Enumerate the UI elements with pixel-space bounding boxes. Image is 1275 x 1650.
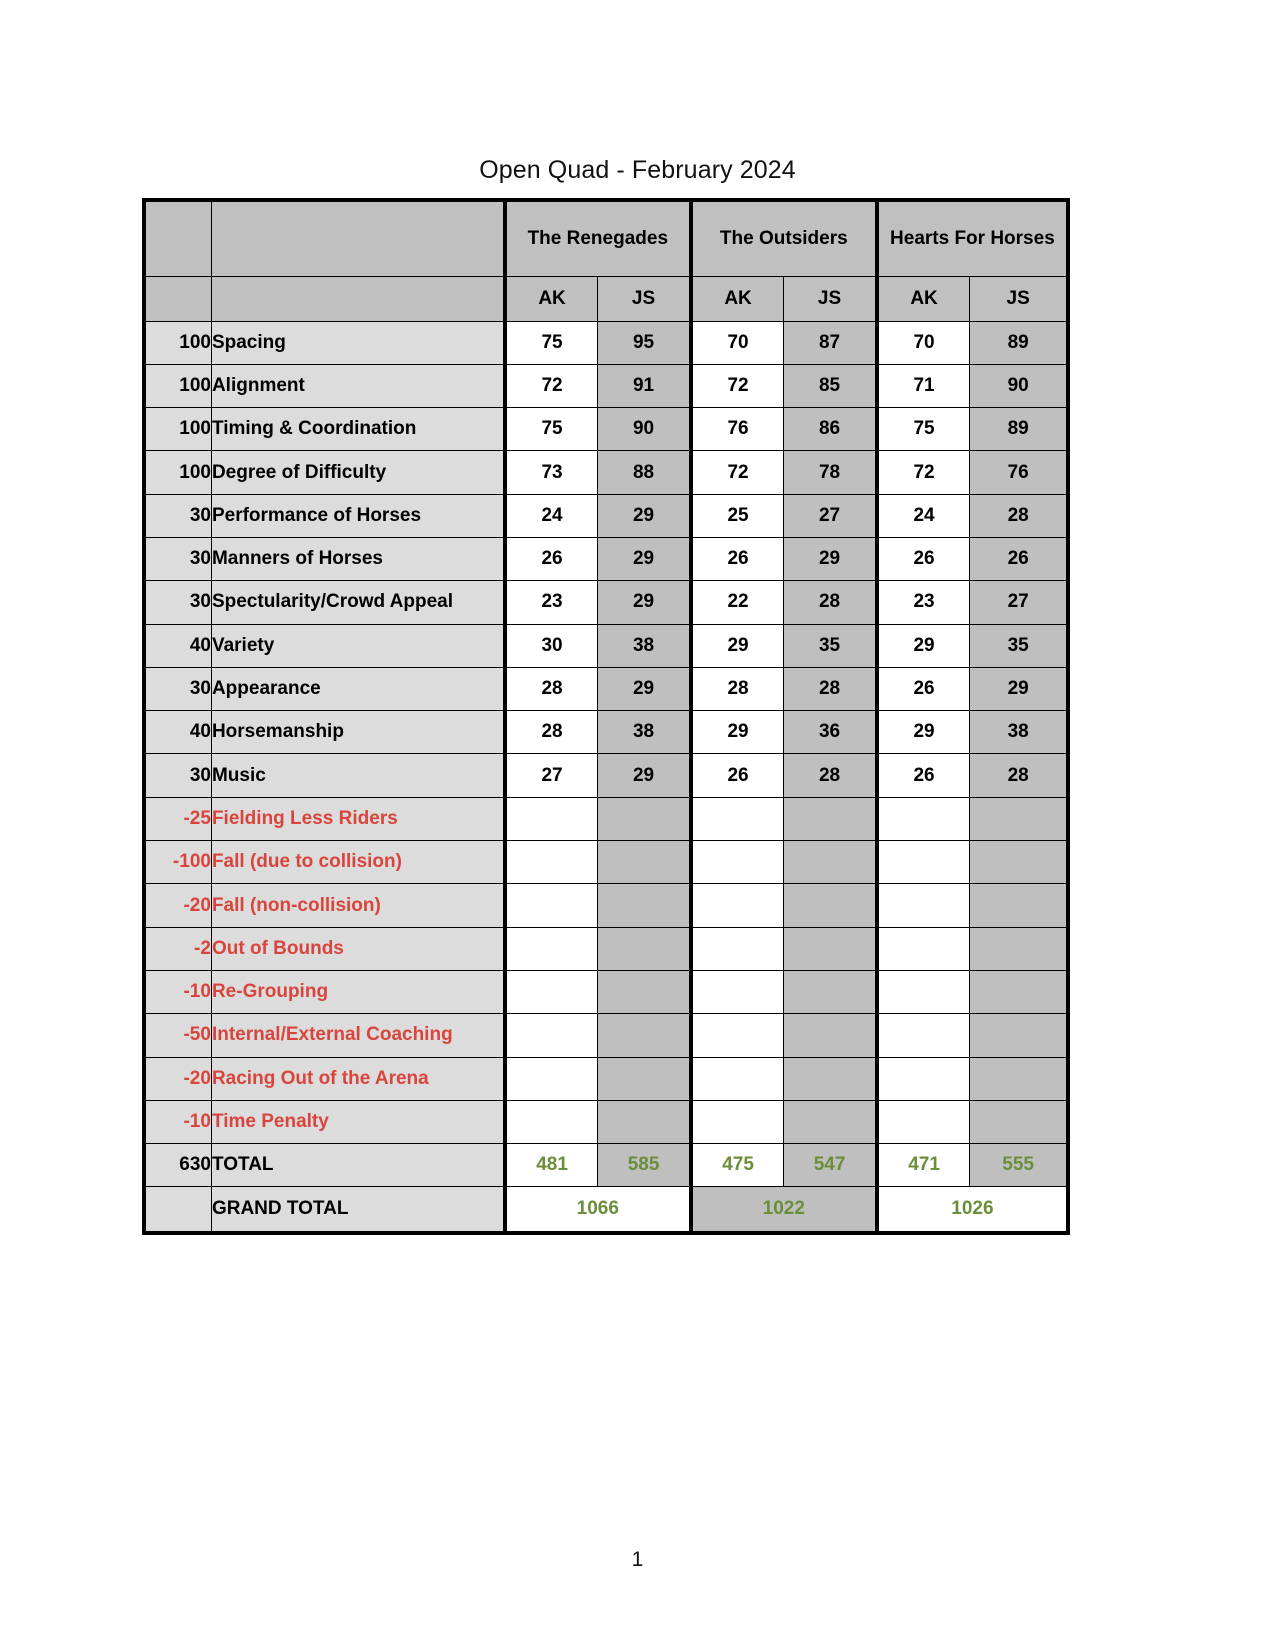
row-points-12: -25 [144, 797, 211, 840]
score-cell-r10-c5[interactable]: 29 [877, 711, 970, 754]
row-criterion-19: Time Penalty [211, 1100, 504, 1143]
row-points-9: 30 [144, 667, 211, 710]
table-row [144, 624, 1068, 667]
judge-header-2: JS [598, 276, 691, 321]
grand-total-label: GRAND TOTAL [211, 1187, 504, 1233]
score-cell-r6-c3[interactable]: 26 [691, 537, 784, 580]
score-cell-r11-c3[interactable]: 26 [691, 754, 784, 797]
score-cell-r7-c1[interactable]: 23 [505, 581, 598, 624]
score-cell-r14-c6[interactable] [970, 884, 1068, 927]
table-row [144, 581, 1068, 624]
total-score-4: 547 [784, 1144, 877, 1187]
row-points-2: 100 [144, 364, 211, 407]
header-row-judges [144, 276, 1068, 321]
row-criterion-1: Spacing [211, 321, 504, 364]
row-criterion-3: Timing & Coordination [211, 408, 504, 451]
row-criterion-8: Variety [211, 624, 504, 667]
score-cell-r6-c2[interactable]: 29 [598, 537, 691, 580]
total-score-3: 475 [691, 1144, 784, 1187]
score-cell-r3-c1[interactable]: 75 [505, 408, 598, 451]
score-cell-r10-c4[interactable]: 36 [784, 711, 877, 754]
row-points-13: -100 [144, 841, 211, 884]
score-cell-r13-c5[interactable] [877, 841, 970, 884]
score-cell-r17-c2[interactable] [598, 1014, 691, 1057]
table-row [144, 364, 1068, 407]
score-cell-r19-c3[interactable] [691, 1100, 784, 1143]
score-cell-r9-c1[interactable]: 28 [505, 667, 598, 710]
table-row [144, 1057, 1068, 1100]
score-cell-r14-c3[interactable] [691, 884, 784, 927]
score-cell-r11-c5[interactable]: 26 [877, 754, 970, 797]
row-points-8: 40 [144, 624, 211, 667]
score-cell-r13-c2[interactable] [598, 841, 691, 884]
score-cell-r11-c6[interactable]: 28 [970, 754, 1068, 797]
team-header-3: Hearts For Horses [877, 200, 1068, 276]
score-cell-r12-c2[interactable] [598, 797, 691, 840]
row-criterion-9: Appearance [211, 667, 504, 710]
score-cell-r4-c6[interactable]: 76 [970, 451, 1068, 494]
score-cell-r16-c5[interactable] [877, 970, 970, 1013]
score-cell-r16-c3[interactable] [691, 970, 784, 1013]
score-cell-r14-c5[interactable] [877, 884, 970, 927]
row-points-17: -50 [144, 1014, 211, 1057]
page-number: 1 [631, 1548, 644, 1571]
score-cell-r10-c6[interactable]: 38 [970, 711, 1068, 754]
row-points-4: 100 [144, 451, 211, 494]
score-cell-r12-c5[interactable] [877, 797, 970, 840]
row-points-18: -20 [144, 1057, 211, 1100]
header-points-corner [144, 200, 211, 276]
score-cell-r19-c6[interactable] [970, 1100, 1068, 1143]
row-points-10: 40 [144, 711, 211, 754]
score-cell-r15-c3[interactable] [691, 927, 784, 970]
score-cell-r1-c3[interactable]: 70 [691, 321, 784, 364]
table-row [144, 884, 1068, 927]
score-cell-r18-c1[interactable] [505, 1057, 598, 1100]
row-criterion-2: Alignment [211, 364, 504, 407]
score-cell-r16-c6[interactable] [970, 970, 1068, 1013]
score-cell-r3-c5[interactable]: 75 [877, 408, 970, 451]
score-cell-r7-c4[interactable]: 28 [784, 581, 877, 624]
row-criterion-13: Fall (due to collision) [211, 841, 504, 884]
row-points-5: 30 [144, 494, 211, 537]
row-points-19: -10 [144, 1100, 211, 1143]
score-cell-r7-c6[interactable]: 27 [970, 581, 1068, 624]
row-points-6: 30 [144, 537, 211, 580]
score-cell-r3-c4[interactable]: 86 [784, 408, 877, 451]
score-cell-r10-c1[interactable]: 28 [505, 711, 598, 754]
score-cell-r8-c3[interactable]: 29 [691, 624, 784, 667]
score-cell-r4-c3[interactable]: 72 [691, 451, 784, 494]
header-row-teams [144, 200, 1068, 276]
table-row [144, 711, 1068, 754]
score-cell-r1-c5[interactable]: 70 [877, 321, 970, 364]
score-cell-r13-c4[interactable] [784, 841, 877, 884]
total-label: TOTAL [211, 1144, 504, 1187]
total-score-2: 585 [598, 1144, 691, 1187]
score-cell-r15-c5[interactable] [877, 927, 970, 970]
score-cell-r18-c2[interactable] [598, 1057, 691, 1100]
score-cell-r15-c2[interactable] [598, 927, 691, 970]
table-row [144, 754, 1068, 797]
team-header-1: The Renegades [505, 200, 691, 276]
score-cell-r15-c1[interactable] [505, 927, 598, 970]
score-cell-r6-c4[interactable]: 29 [784, 537, 877, 580]
header-points-blank [144, 276, 211, 321]
judge-header-3: AK [691, 276, 784, 321]
score-cell-r18-c3[interactable] [691, 1057, 784, 1100]
row-criterion-14: Fall (non-collision) [211, 884, 504, 927]
score-cell-r6-c6[interactable]: 26 [970, 537, 1068, 580]
table-row [144, 1014, 1068, 1057]
row-points-14: -20 [144, 884, 211, 927]
judge-header-6: JS [970, 276, 1068, 321]
score-cell-r8-c4[interactable]: 35 [784, 624, 877, 667]
score-cell-r2-c1[interactable]: 72 [505, 364, 598, 407]
total-points: 630 [144, 1144, 211, 1187]
score-cell-r11-c1[interactable]: 27 [505, 754, 598, 797]
score-cell-r19-c2[interactable] [598, 1100, 691, 1143]
table-row [144, 321, 1068, 364]
score-cell-r3-c2[interactable]: 90 [598, 408, 691, 451]
table-row [144, 537, 1068, 580]
score-cell-r13-c3[interactable] [691, 841, 784, 884]
score-cell-r19-c4[interactable] [784, 1100, 877, 1143]
table-row [144, 797, 1068, 840]
score-cell-r3-c6[interactable]: 89 [970, 408, 1068, 451]
score-cell-r14-c2[interactable] [598, 884, 691, 927]
score-cell-r15-c6[interactable] [970, 927, 1068, 970]
score-cell-r11-c2[interactable]: 29 [598, 754, 691, 797]
header-criterion-blank [211, 276, 504, 321]
score-cell-r12-c6[interactable] [970, 797, 1068, 840]
grand-total-value-3: 1026 [877, 1187, 1068, 1233]
score-cell-r12-c3[interactable] [691, 797, 784, 840]
row-criterion-18: Racing Out of the Arena [211, 1057, 504, 1100]
score-cell-r5-c6[interactable]: 28 [970, 494, 1068, 537]
grand-total-row [144, 1187, 1068, 1233]
page-title: Open Quad - February 2024 [479, 156, 796, 184]
score-cell-r5-c3[interactable]: 25 [691, 494, 784, 537]
score-cell-r17-c4[interactable] [784, 1014, 877, 1057]
score-cell-r17-c3[interactable] [691, 1014, 784, 1057]
score-cell-r14-c4[interactable] [784, 884, 877, 927]
score-cell-r1-c6[interactable]: 89 [970, 321, 1068, 364]
score-cell-r1-c1[interactable]: 75 [505, 321, 598, 364]
judge-header-5: AK [877, 276, 970, 321]
row-points-11: 30 [144, 754, 211, 797]
score-cell-r2-c5[interactable]: 71 [877, 364, 970, 407]
table-row [144, 494, 1068, 537]
table-row [144, 970, 1068, 1013]
row-points-15: -2 [144, 927, 211, 970]
row-points-16: -10 [144, 970, 211, 1013]
scoresheet-table [142, 198, 1070, 1235]
score-cell-r9-c3[interactable]: 28 [691, 667, 784, 710]
table-row [144, 927, 1068, 970]
score-cell-r1-c4[interactable]: 87 [784, 321, 877, 364]
score-cell-r4-c4[interactable]: 78 [784, 451, 877, 494]
row-criterion-4: Degree of Difficulty [211, 451, 504, 494]
row-criterion-11: Music [211, 754, 504, 797]
score-cell-r8-c6[interactable]: 35 [970, 624, 1068, 667]
score-cell-r5-c4[interactable]: 27 [784, 494, 877, 537]
score-cell-r6-c1[interactable]: 26 [505, 537, 598, 580]
total-score-5: 471 [877, 1144, 970, 1187]
score-cell-r8-c5[interactable]: 29 [877, 624, 970, 667]
score-cell-r1-c2[interactable]: 95 [598, 321, 691, 364]
row-criterion-15: Out of Bounds [211, 927, 504, 970]
score-cell-r18-c6[interactable] [970, 1057, 1068, 1100]
score-cell-r17-c1[interactable] [505, 1014, 598, 1057]
judge-header-4: JS [784, 276, 877, 321]
score-cell-r9-c5[interactable]: 26 [877, 667, 970, 710]
table-row [144, 408, 1068, 451]
score-cell-r10-c3[interactable]: 29 [691, 711, 784, 754]
score-cell-r18-c4[interactable] [784, 1057, 877, 1100]
table-row [144, 1100, 1068, 1143]
row-points-1: 100 [144, 321, 211, 364]
score-cell-r15-c4[interactable] [784, 927, 877, 970]
score-cell-r7-c5[interactable]: 23 [877, 581, 970, 624]
table-row [144, 841, 1068, 884]
score-cell-r14-c1[interactable] [505, 884, 598, 927]
score-cell-r2-c2[interactable]: 91 [598, 364, 691, 407]
score-cell-r9-c2[interactable]: 29 [598, 667, 691, 710]
total-row [144, 1144, 1068, 1187]
judge-header-1: AK [505, 276, 598, 321]
row-points-7: 30 [144, 581, 211, 624]
score-cell-r12-c1[interactable] [505, 797, 598, 840]
score-cell-r6-c5[interactable]: 26 [877, 537, 970, 580]
score-cell-r13-c6[interactable] [970, 841, 1068, 884]
table-row [144, 451, 1068, 494]
row-criterion-10: Horsemanship [211, 711, 504, 754]
team-header-2: The Outsiders [691, 200, 877, 276]
score-cell-r7-c3[interactable]: 22 [691, 581, 784, 624]
score-cell-r13-c1[interactable] [505, 841, 598, 884]
score-cell-r19-c1[interactable] [505, 1100, 598, 1143]
score-cell-r4-c2[interactable]: 88 [598, 451, 691, 494]
total-score-1: 481 [505, 1144, 598, 1187]
grand-total-points [144, 1187, 211, 1233]
score-cell-r2-c3[interactable]: 72 [691, 364, 784, 407]
row-criterion-17: Internal/External Coaching [211, 1014, 504, 1057]
total-score-6: 555 [970, 1144, 1068, 1187]
header-criterion-corner [211, 200, 504, 276]
score-cell-r11-c4[interactable]: 28 [784, 754, 877, 797]
table-row [144, 667, 1068, 710]
score-cell-r18-c5[interactable] [877, 1057, 970, 1100]
score-cell-r5-c2[interactable]: 29 [598, 494, 691, 537]
score-cell-r2-c4[interactable]: 85 [784, 364, 877, 407]
score-cell-r12-c4[interactable] [784, 797, 877, 840]
score-cell-r9-c4[interactable]: 28 [784, 667, 877, 710]
grand-total-value-2: 1022 [691, 1187, 877, 1233]
row-points-3: 100 [144, 408, 211, 451]
score-cell-r17-c5[interactable] [877, 1014, 970, 1057]
score-cell-r16-c4[interactable] [784, 970, 877, 1013]
score-cell-r8-c2[interactable]: 38 [598, 624, 691, 667]
score-cell-r7-c2[interactable]: 29 [598, 581, 691, 624]
grand-total-value-1: 1066 [505, 1187, 691, 1233]
score-cell-r19-c5[interactable] [877, 1100, 970, 1143]
row-criterion-6: Manners of Horses [211, 537, 504, 580]
score-cell-r17-c6[interactable] [970, 1014, 1068, 1057]
score-cell-r16-c2[interactable] [598, 970, 691, 1013]
score-cell-r5-c5[interactable]: 24 [877, 494, 970, 537]
score-cell-r9-c6[interactable]: 29 [970, 667, 1068, 710]
score-cell-r4-c1[interactable]: 73 [505, 451, 598, 494]
row-criterion-16: Re-Grouping [211, 970, 504, 1013]
score-cell-r8-c1[interactable]: 30 [505, 624, 598, 667]
score-cell-r5-c1[interactable]: 24 [505, 494, 598, 537]
row-criterion-5: Performance of Horses [211, 494, 504, 537]
score-cell-r4-c5[interactable]: 72 [877, 451, 970, 494]
score-cell-r3-c3[interactable]: 76 [691, 408, 784, 451]
score-cell-r2-c6[interactable]: 90 [970, 364, 1068, 407]
row-criterion-12: Fielding Less Riders [211, 797, 504, 840]
row-criterion-7: Spectularity/Crowd Appeal [211, 581, 504, 624]
score-cell-r10-c2[interactable]: 38 [598, 711, 691, 754]
score-cell-r16-c1[interactable] [505, 970, 598, 1013]
